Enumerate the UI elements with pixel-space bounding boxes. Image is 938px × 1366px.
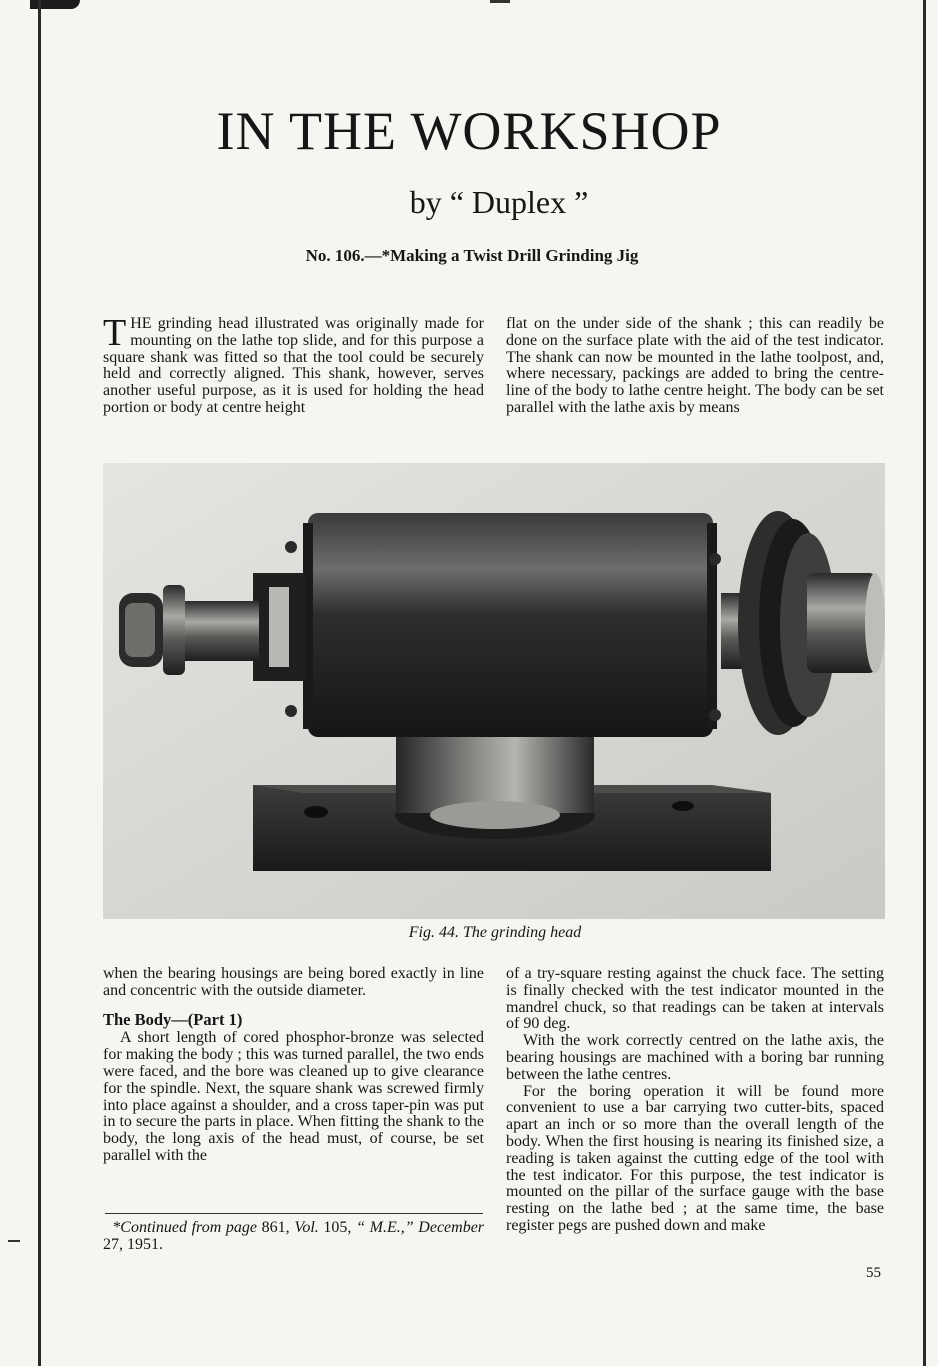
footnote-date: 27, 1951. bbox=[103, 1236, 163, 1253]
article-subtitle: No. 106.—*Making a Twist Drill Grinding Jig bbox=[305, 246, 639, 265]
footnote-date-label: December bbox=[418, 1219, 485, 1236]
footnote-vol: 105, bbox=[323, 1219, 352, 1236]
article-byline: by “ Duplex ” bbox=[409, 184, 589, 220]
paragraph: For the boring operation it will be found more convenient to use a bar carrying two cutter-bits, spaced apart an inch or so more than the overall length of the body. When the first housing is nearing its finished size, a reading is taken against the cutting edge of the tool with the test indicator. For this purpose, the test indicator is mounted on the pillar of the surface gauge with the base resting on the lathe bed ; at the same time, the base register pegs are pushed down and make bbox=[506, 1082, 884, 1234]
body-left-column bbox=[103, 966, 484, 1165]
paragraph: when the bearing housings are being bored exactly in line and concentric with the outside diameter. bbox=[103, 965, 484, 999]
paragraph: A short length of cored phosphor-bronze was selected for making the body ; this was turned parallel, the two ends were faced, and the bore was cleaned up to give clearance for the spindle. Next, the square shank was screwed firmly into place against a shoulder, and a cross taper-pin was put in to secure the parts in place. When fitting the shank to the body, the long axis of the head must, of course, be set parallel with the bbox=[103, 1029, 484, 1164]
drop-cap: T bbox=[103, 312, 127, 354]
figure-photo bbox=[103, 463, 885, 919]
footnote-page: 861, bbox=[261, 1219, 290, 1236]
intro-left-column bbox=[103, 312, 484, 417]
footnote bbox=[103, 1219, 484, 1253]
section-heading: The Body—(Part 1) bbox=[103, 1009, 243, 1029]
scan-mark bbox=[490, 0, 510, 3]
scan-mark bbox=[8, 1240, 20, 1242]
body-right-column bbox=[506, 966, 884, 1235]
footnote-journal: “ M.E.,” bbox=[356, 1219, 414, 1236]
page-number: 55 bbox=[866, 1265, 881, 1281]
intro-right-column bbox=[506, 316, 884, 417]
paragraph: With the work correctly centred on the lathe axis, the bearing housings are machined with a boring bar running between the lathe centres. bbox=[506, 1032, 884, 1083]
footnote-lead: *Continued from page bbox=[112, 1219, 257, 1236]
footnote-rule bbox=[105, 1213, 483, 1214]
paragraph: of a try-square resting against the chuck face. The setting is finally checked with the test indicator mounted in the mandrel chuck, so that readings can be taken at intervals of 90 deg. bbox=[506, 965, 884, 1033]
intro-right-text: flat on the under side of the shank ; this can readily be done on the surface plate with the aid of the test indicator. The shank can now be mounted in the lathe toolpost, and, where necessary, packings are added to bring the centre-line of the body to lathe centre height. The body can be set parallel with the lathe axis by means bbox=[506, 315, 884, 416]
footnote-vol-label: Vol. bbox=[294, 1219, 319, 1236]
article-title: IN THE WORKSHOP bbox=[216, 101, 722, 161]
grinding-head-photo bbox=[103, 463, 885, 919]
intro-left-text: HE grinding head illustrated was originally made for mounting on the lathe top slide, and for this purpose a square shank was fitted so that the tool could be securely held and correctly aligned. This shank, however, serves another useful purpose, as it is used for holding the head portion or body at centre height bbox=[103, 315, 484, 416]
figure-caption: Fig. 44. The grinding head bbox=[408, 924, 582, 941]
